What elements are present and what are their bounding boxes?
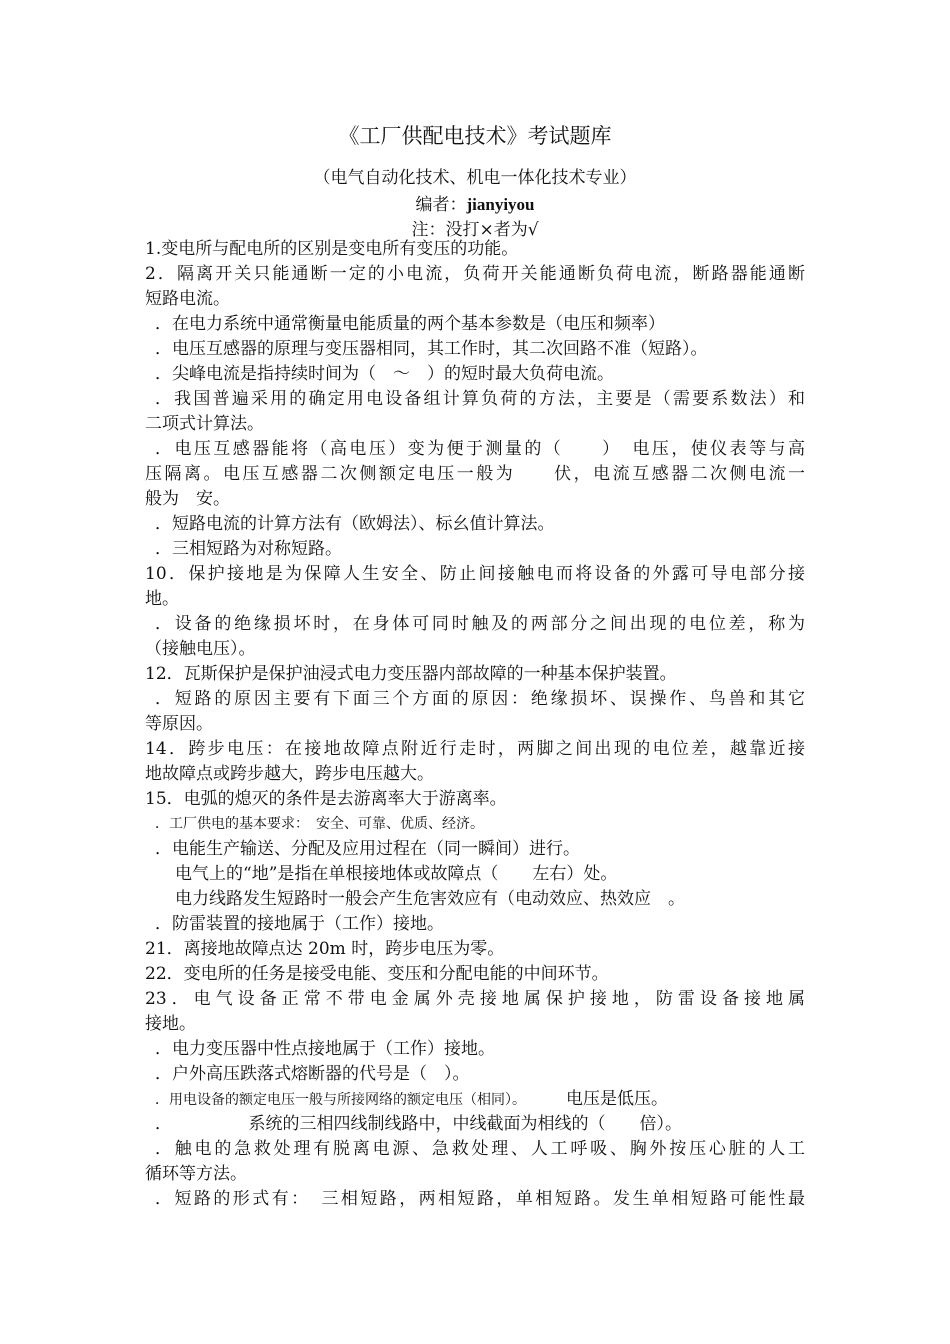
question-line: ．触电的急救处理有脱离电源、急救处理、人工呼吸、胸外按压心脏的人工 xyxy=(155,1139,805,1159)
document-title: 《工厂供配电技术》考试题库 xyxy=(338,124,612,148)
answer-note: 注：没打×者为√ xyxy=(411,220,539,240)
question-line: 压隔离。电压互感器二次侧额定电压一般为 伏，电流互感器二次侧电流一 xyxy=(145,464,805,484)
question-line: （接触电压）。 xyxy=(145,639,256,659)
question-line: 般为 安。 xyxy=(145,489,230,509)
question-line: ．电能生产输送、分配及应用过程在（同一瞬间）进行。 xyxy=(155,839,580,859)
question-text: ．用电设备的额定电压一般与所接网络的额定电压（相同）。 xyxy=(155,1092,526,1108)
editor-name: jianyiyou xyxy=(466,195,535,214)
question-line: ．电压互感器能将（高电压）变为便于测量的（ ） 电压，使仪表等与高 xyxy=(155,439,805,459)
question-line: 电力线路发生短路时一般会产生危害效应有（电动效应、热效应 。 xyxy=(175,889,685,909)
question-line: 循环等方法。 xyxy=(145,1164,247,1184)
question-line: ． 系统的三相四线制线路中，中线截面为相线的（ 倍）。 xyxy=(155,1114,682,1134)
question-line: ．电力变压器中性点接地属于（工作）接地。 xyxy=(155,1039,495,1059)
question-line: ．工厂供电的基本要求： 安全、可靠、优质、经济。 xyxy=(155,816,484,832)
question-line: 22．变电所的任务是接受电能、变压和分配电能的中间环节。 xyxy=(145,964,609,984)
question-line: 电气上的“地”是指在单根接地体或故障点（ 左右）处。 xyxy=(175,864,618,884)
question-line: 2．隔离开关只能通断一定的小电流，负荷开关能通断负荷电流，断路器能通断 xyxy=(145,264,805,284)
question-line: ．在电力系统中通常衡量电能质量的两个基本参数是（电压和频率） xyxy=(155,314,665,334)
question-line: ．短路的形式有： 三相短路，两相短路，单相短路。发生单相短路可能性最 xyxy=(155,1189,805,1209)
editor-label: 编者： xyxy=(415,195,467,215)
question-line: 14．跨步电压：在接地故障点附近行走时，两脚之间出现的电位差，越靠近接 xyxy=(145,739,805,759)
question-line: 10．保护接地是为保障人生安全、防止间接触电而将设备的外露可导电部分接 xyxy=(145,564,805,584)
question-line: 接地。 xyxy=(145,1014,196,1034)
question-line: ．三相短路为对称短路。 xyxy=(155,539,342,559)
question-line: ．尖峰电流是指持续时间为（ ～ ）的短时最大负荷电流。 xyxy=(155,364,614,384)
question-line: ．电压互感器的原理与变压器相同，其工作时，其二次回路不准（短路）。 xyxy=(155,339,708,359)
question-line: 等原因。 xyxy=(145,714,213,734)
question-line: ．短路电流的计算方法有（欧姆法）、标幺值计算法。 xyxy=(155,514,555,534)
question-line: 地故障点或跨步越大，跨步电压越大。 xyxy=(145,764,434,784)
question-text: 电压是低压。 xyxy=(566,1089,668,1109)
editor-line xyxy=(0,190,950,215)
question-line: ．短路的原因主要有下面三个方面的原因：绝缘损坏、误操作、鸟兽和其它 xyxy=(155,689,805,709)
question-line: ．设备的绝缘损坏时，在身体可同时触及的两部分之间出现的电位差，称为 xyxy=(155,614,805,634)
question-line: 二项式计算法。 xyxy=(145,414,264,434)
question-line: ．我国普遍采用的确定用电设备组计算负荷的方法，主要是（需要系数法）和 xyxy=(155,389,805,409)
question-list xyxy=(145,237,805,1212)
question-line: ．防雷装置的接地属于（工作）接地。 xyxy=(155,914,444,934)
question-line: 21．离接地故障点达 20m 时，跨步电压为零。 xyxy=(145,939,505,959)
question-line xyxy=(145,1087,805,1112)
document-subtitle: （电气自动化技术、机电一体化技术专业） xyxy=(313,168,637,188)
question-line: 短路电流。 xyxy=(145,289,230,309)
question-line: ．户外高压跌落式熔断器的代号是（ ）。 xyxy=(155,1064,470,1084)
question-line: 15．电弧的熄灭的条件是去游离率大于游离率。 xyxy=(145,789,507,809)
question-line: 12．瓦斯保护是保护油浸式电力变压器内部故障的一种基本保护装置。 xyxy=(145,664,677,684)
question-line: 23．电气设备正常不带电金属外壳接地属保护接地，防雷设备接地属 xyxy=(145,989,805,1009)
question-line: 1.变电所与配电所的区别是变电所有变压的功能。 xyxy=(145,239,519,259)
question-line: 地。 xyxy=(145,589,179,609)
